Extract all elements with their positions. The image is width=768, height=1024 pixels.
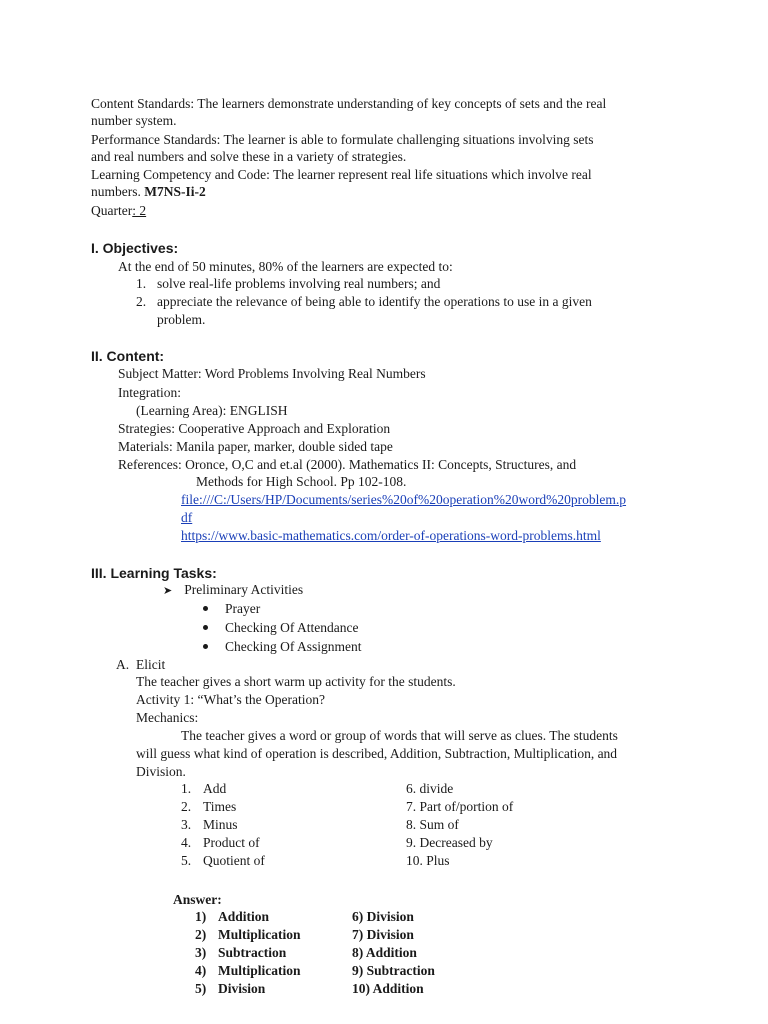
- content-standards-line: [91, 95, 606, 113]
- answer-right: 7) Division: [352, 927, 414, 942]
- bullet-icon: [203, 606, 208, 611]
- answer-label: Answer:: [173, 892, 222, 907]
- list-item: [203, 600, 260, 618]
- answer-right: 6) Division: [352, 909, 414, 924]
- elicit-letter: A.: [116, 657, 130, 672]
- mechanics-line-2: will guess what kind of operation is described, Addition, Subtraction, Multiplication, and: [136, 746, 618, 761]
- content-heading: II. Content:: [91, 348, 165, 364]
- clue-number: 2.: [181, 799, 192, 814]
- clue-text: Product of: [203, 835, 260, 850]
- integration-label: Integration:: [118, 385, 181, 400]
- answer-number: 5): [195, 981, 207, 996]
- objective-number: 1.: [136, 276, 147, 291]
- activity-title: Activity 1: “What’s the Operation?: [136, 692, 325, 707]
- mechanics-line-1: The teacher gives a word or group of words that will serve as clues. The students: [181, 728, 618, 743]
- clue-number: 1.: [181, 781, 192, 796]
- subject-matter: Subject Matter: Word Problems Involving Real Numbers: [118, 366, 426, 381]
- answer-text: Subtraction: [218, 945, 287, 960]
- content-standards-line-2: number system.: [91, 113, 177, 128]
- mechanics-line-3: Division.: [136, 764, 186, 779]
- objectives-heading: I. Objectives:: [91, 240, 179, 256]
- answer-text: Multiplication: [218, 963, 301, 978]
- clue-item-right: 6. divide: [406, 781, 454, 796]
- answer-number: 1): [195, 909, 207, 924]
- clue-text: Times: [203, 799, 237, 814]
- clue-item-right: 9. Decreased by: [406, 835, 493, 850]
- answer-right: 10) Addition: [352, 981, 424, 996]
- competency-text: numbers.: [91, 184, 145, 199]
- clue-text: Quotient of: [203, 853, 265, 868]
- objective-number: 2.: [136, 294, 147, 309]
- competency-line-2: [91, 183, 206, 201]
- clue-number: 3.: [181, 817, 192, 832]
- clue-item-right: 7. Part of/portion of: [406, 799, 514, 814]
- objective-item-text-cont: problem.: [157, 312, 206, 327]
- references-line-2: Methods for High School. Pp 102-108.: [196, 474, 407, 489]
- preliminary-label: Preliminary Activities: [184, 582, 304, 597]
- competency-code: M7NS-Ii-2: [144, 184, 206, 199]
- answer-number: 3): [195, 945, 207, 960]
- strategies: Strategies: Cooperative Approach and Exploration: [118, 421, 391, 436]
- reference-link-basic-mathematics[interactable]: https://www.basic-mathematics.com/order-of-operations-word-problems.html: [181, 528, 601, 543]
- learning-tasks-heading: III. Learning Tasks:: [91, 565, 217, 581]
- elicit-label: Elicit: [136, 657, 166, 672]
- clue-text: Add: [203, 781, 227, 796]
- objective-item-text: solve real-life problems involving real numbers; and: [157, 276, 441, 291]
- list-item: [203, 638, 362, 656]
- arrow-bullet-icon: ➤: [163, 584, 173, 597]
- bullet-text: Checking Of Assignment: [225, 639, 362, 654]
- materials: Materials: Manila paper, marker, double sided tape: [118, 439, 393, 454]
- quarter-line: [91, 202, 146, 220]
- quarter-value: : 2: [132, 203, 147, 218]
- answer-text: Multiplication: [218, 927, 301, 942]
- clue-text: Minus: [203, 817, 238, 832]
- quarter-label: Quarter: [91, 203, 133, 218]
- references-line-1: References: Oronce, O,C and et.al (2000). Mathematics II: Concepts, Structures, and: [118, 457, 577, 472]
- learning-area: (Learning Area): ENGLISH: [136, 403, 288, 418]
- bullet-icon: [203, 644, 208, 649]
- clue-number: 4.: [181, 835, 192, 850]
- reference-link-file-cont[interactable]: df: [181, 510, 193, 525]
- bullet-icon: [203, 625, 208, 630]
- reference-link-file[interactable]: file:///C:/Users/HP/Documents/series%20of%20operation%20word%20problem.p: [181, 492, 627, 507]
- content-standards-label: Content Standards:: [91, 96, 198, 111]
- answer-right: 8) Addition: [352, 945, 417, 960]
- answer-text: Addition: [218, 909, 270, 924]
- bullet-text: Prayer: [225, 601, 261, 616]
- clue-item-right: 10. Plus: [406, 853, 450, 868]
- competency-line-1: Learning Competency and Code: The learner represent real life situations which involve real: [91, 167, 592, 182]
- content-standards-text: The learners demonstrate understanding of key concepts of sets and the real: [197, 96, 607, 111]
- objectives-intro: At the end of 50 minutes, 80% of the learners are expected to:: [118, 259, 453, 274]
- clue-item-right: 8. Sum of: [406, 817, 459, 832]
- answer-right: 9) Subtraction: [352, 963, 435, 978]
- list-item: [203, 619, 358, 637]
- clue-number: 5.: [181, 853, 192, 868]
- objective-item-text: appreciate the relevance of being able to identify the operations to use in a given: [157, 294, 592, 309]
- elicit-description: The teacher gives a short warm up activity for the students.: [136, 674, 456, 689]
- preliminary-activities: [163, 581, 303, 600]
- performance-standards-line-1: Performance Standards: The learner is able to formulate challenging situations involving sets: [91, 132, 594, 147]
- performance-standards-line-2: and real numbers and solve these in a variety of strategies.: [91, 149, 407, 164]
- mechanics-label: Mechanics:: [136, 710, 199, 725]
- answer-number: 4): [195, 963, 207, 978]
- answer-text: Division: [218, 981, 266, 996]
- bullet-text: Checking Of Attendance: [225, 620, 359, 635]
- answer-number: 2): [195, 927, 207, 942]
